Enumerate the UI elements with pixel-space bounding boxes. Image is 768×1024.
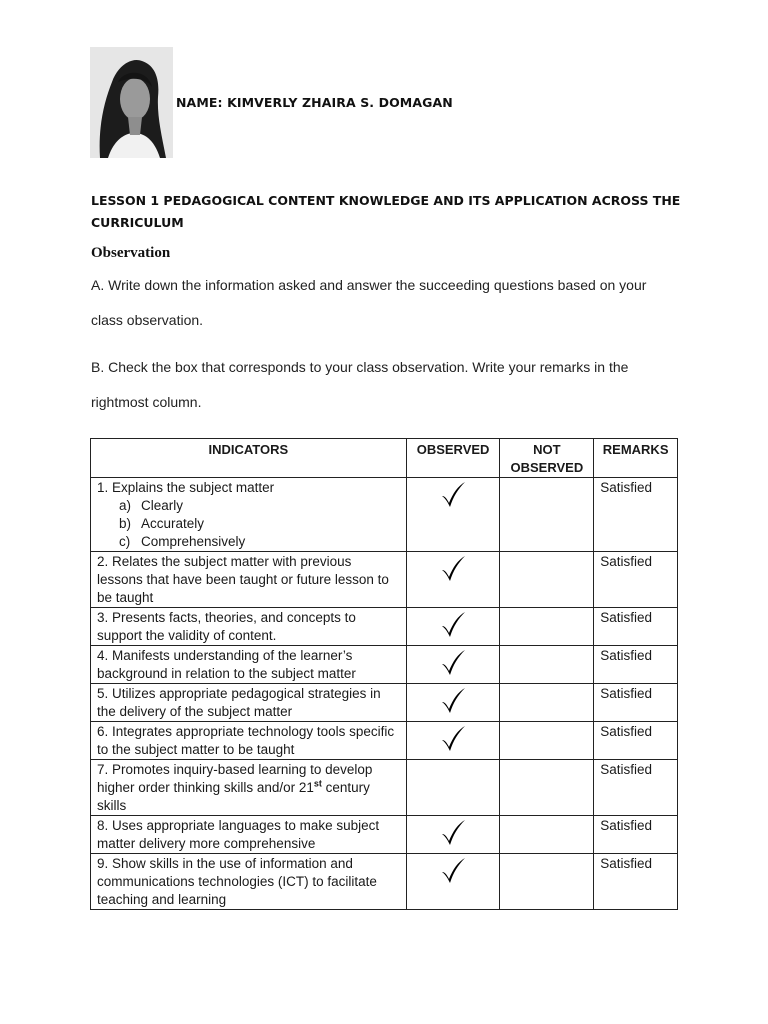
table-row <box>91 608 678 646</box>
table-body <box>91 478 678 910</box>
indicator-text-end: century skills <box>97 780 370 813</box>
remarks-cell: Satisfied <box>594 552 678 608</box>
subitem-text: Clearly <box>141 498 184 513</box>
remarks-cell: Satisfied <box>594 646 678 684</box>
student-name: NAME: KIMVERLY ZHAIRA S. DOMAGAN <box>176 95 453 110</box>
check-mark-icon <box>438 479 468 509</box>
observed-cell[interactable] <box>406 722 500 760</box>
observed-cell[interactable] <box>406 646 500 684</box>
indicator-subitem <box>119 497 400 515</box>
not-observed-cell[interactable] <box>500 478 594 552</box>
observed-cell[interactable] <box>406 478 500 552</box>
subitem-letter: b) <box>119 516 132 531</box>
table-row <box>91 552 678 608</box>
check-mark-icon <box>438 553 468 583</box>
not-observed-cell[interactable] <box>500 552 594 608</box>
table-row <box>91 684 678 722</box>
indicator-cell <box>91 816 407 854</box>
remarks-cell: Satisfied <box>594 722 678 760</box>
not-observed-cell[interactable] <box>500 722 594 760</box>
table-row <box>91 722 678 760</box>
header-indicators: INDICATORS <box>91 439 407 478</box>
indicator-cell <box>91 646 407 684</box>
table-row <box>91 478 678 552</box>
lesson-title: LESSON 1 PEDAGOGICAL CONTENT KNOWLEDGE AND ITS APPLICATION ACROSS THE CURRICULUM <box>91 193 681 230</box>
observed-cell[interactable] <box>406 760 500 816</box>
not-observed-cell[interactable] <box>500 816 594 854</box>
check-mark-icon <box>438 723 468 753</box>
check-mark-icon <box>438 685 468 715</box>
indicator-cell <box>91 760 407 816</box>
indicator-cell <box>91 684 407 722</box>
indicator-text: 7. Promotes inquiry-based learning to develop higher order thinking skills and/or 21 <box>97 762 373 795</box>
remarks-cell: Satisfied <box>594 854 678 910</box>
indicator-cell <box>91 478 407 552</box>
indicator-text: 5. Utilizes appropriate pedagogical strategies in the delivery of the subject matter <box>97 686 381 719</box>
check-mark-icon <box>438 855 468 885</box>
subitem-letter: c) <box>119 534 131 549</box>
check-mark-icon <box>438 817 468 847</box>
table-row <box>91 816 678 854</box>
indicator-superscript: st <box>313 778 322 789</box>
indicator-subitem <box>119 515 400 533</box>
instruction-b: B. Check the box that corresponds to your class observation. Write your remarks in the rightmost column. <box>91 359 629 410</box>
observed-cell[interactable] <box>406 684 500 722</box>
indicator-cell <box>91 854 407 910</box>
table-row <box>91 646 678 684</box>
observed-cell[interactable] <box>406 854 500 910</box>
not-observed-cell[interactable] <box>500 760 594 816</box>
indicator-cell <box>91 552 407 608</box>
instruction-a: A. Write down the information asked and answer the succeeding questions based on your class observation. <box>91 277 647 328</box>
indicator-text: 3. Presents facts, theories, and concepts to support the validity of content. <box>97 610 356 643</box>
indicator-text: 6. Integrates appropriate technology tools specific to the subject matter to be taught <box>97 724 395 757</box>
indicator-sublist <box>97 497 400 551</box>
header-observed: OBSERVED <box>406 439 500 478</box>
indicators-table <box>90 438 678 910</box>
header-not-observed: NOT OBSERVED <box>500 439 594 478</box>
indicator-text: 8. Uses appropriate languages to make subject matter delivery more comprehensive <box>97 818 380 851</box>
table-row <box>91 854 678 910</box>
remarks-cell: Satisfied <box>594 816 678 854</box>
indicator-text: 1. Explains the subject matter <box>97 480 275 495</box>
remarks-cell: Satisfied <box>594 608 678 646</box>
subitem-letter: a) <box>119 498 132 513</box>
subitem-text: Accurately <box>141 516 205 531</box>
observed-cell[interactable] <box>406 816 500 854</box>
remarks-cell: Satisfied <box>594 684 678 722</box>
table-header-row <box>91 439 678 478</box>
indicator-text: 9. Show skills in the use of information and communications technologies (ICT) to facilitate teaching and learning <box>97 856 377 907</box>
indicator-text: 2. Relates the subject matter with previous lessons that have been taught or future lesson to be taught <box>97 554 389 605</box>
section-heading: Observation <box>91 245 171 261</box>
observed-cell[interactable] <box>406 608 500 646</box>
not-observed-cell[interactable] <box>500 854 594 910</box>
profile-photo <box>90 47 173 158</box>
indicator-text: 4. Manifests understanding of the learner’s background in relation to the subject matter <box>97 648 356 681</box>
indicator-cell <box>91 608 407 646</box>
observed-cell[interactable] <box>406 552 500 608</box>
portrait-image <box>90 47 173 158</box>
check-mark-icon <box>438 647 468 677</box>
indicator-cell <box>91 722 407 760</box>
check-mark-icon <box>438 609 468 639</box>
not-observed-cell[interactable] <box>500 684 594 722</box>
remarks-cell: Satisfied <box>594 760 678 816</box>
not-observed-cell[interactable] <box>500 608 594 646</box>
subitem-text: Comprehensively <box>141 534 246 549</box>
header-remarks: REMARKS <box>594 439 678 478</box>
not-observed-cell[interactable] <box>500 646 594 684</box>
indicator-subitem <box>119 533 400 551</box>
remarks-cell: Satisfied <box>594 478 678 552</box>
table-row <box>91 760 678 816</box>
